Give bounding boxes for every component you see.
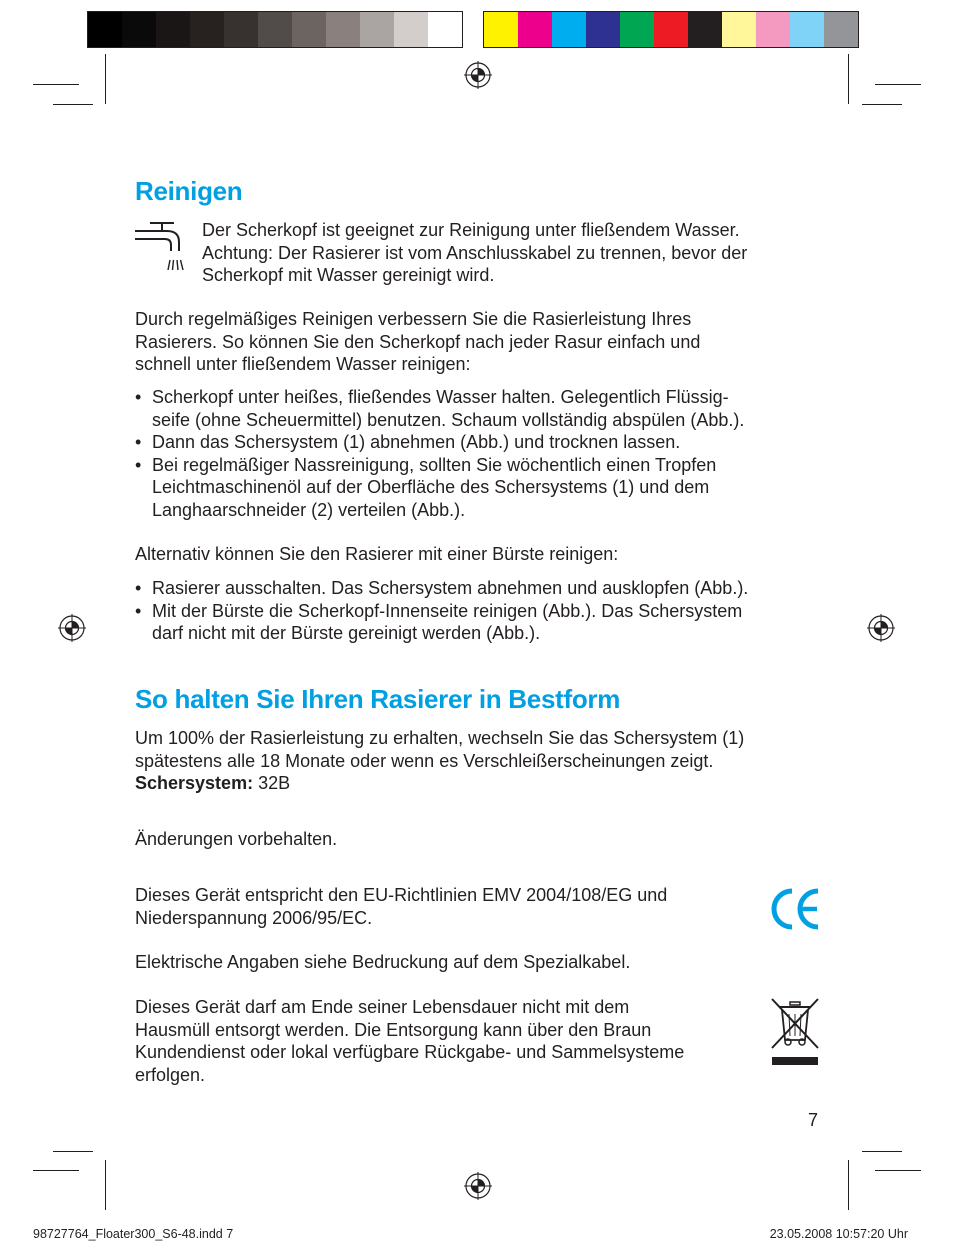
- maintenance-paragraph: Um 100% der Rasierleistung zu erhalten, wechseln Sie das Schersystem (1) spätestens alle 18 Monate oder wenn es Verschleißerscheinungen zeigt. Schersystem: 32B: [135, 728, 745, 793]
- brush-intro: Alternativ können Sie den Rasierer mit einer Bürste reinigen:: [135, 544, 619, 564]
- cleaning-steps-list: [135, 386, 744, 521]
- color-swatch: [292, 12, 326, 47]
- part-value: 32B: [258, 773, 291, 793]
- crop-mark: [875, 84, 921, 85]
- color-swatch: [428, 12, 462, 47]
- change-notice: Änderungen vorbehalten.: [135, 829, 338, 849]
- color-swatch: [88, 12, 122, 47]
- cmyk-color-bar: [483, 11, 859, 48]
- crop-mark: [105, 54, 106, 104]
- disposal-text: Dieses Gerät darf am Ende seiner Lebensdauer nicht mit dem Hausmüll entsorgt werden. Die Entsorgung kann über den Braun Kundendienst oder lokal verfügbare Rückgabe- und Sammelsysteme erfolgen.: [135, 997, 685, 1085]
- color-swatch: [258, 12, 292, 47]
- color-swatch: [518, 12, 552, 47]
- color-swatch: [122, 12, 156, 47]
- registration-mark-icon: [58, 614, 86, 642]
- list-item: • Scherkopf unter heißes, fließendes Wasser halten. Gelegentlich Flüssig- seife (ohne Scheuermittel) benutzen. Schaum vollständig abspülen (Abb.).: [135, 386, 744, 431]
- list-item: • Dann das Schersystem (1) abnehmen (Abb.) und trocknen lassen.: [135, 431, 744, 454]
- color-swatch: [654, 12, 688, 47]
- section-heading-maintenance: So halten Sie Ihren Rasierer in Bestform: [135, 684, 621, 714]
- ce-compliance-text: Dieses Gerät entspricht den EU-Richtlinien EMV 2004/108/EG und Niederspannung 2006/95/EC.: [135, 885, 668, 928]
- color-swatch: [824, 12, 858, 47]
- file-slug: 98727764_Floater300_S6-48.indd 7: [33, 1227, 234, 1241]
- crop-mark: [848, 1160, 849, 1210]
- weee-bin-icon: [768, 996, 822, 1068]
- color-swatch: [156, 12, 190, 47]
- color-swatch: [394, 12, 428, 47]
- cleaning-paragraph: Durch regelmäßiges Reinigen verbessern Sie die Rasierleistung Ihres Rasierers. So können Sie den Scherkopf nach jeder Rasur einfach und schnell unter fließendem Wasser reinigen:: [135, 309, 701, 374]
- tap-water-icon: [133, 220, 191, 274]
- grayscale-color-bar: [87, 11, 463, 48]
- list-item: • Rasierer ausschalten. Das Schersystem abnehmen und ausklopfen (Abb.).: [135, 577, 748, 600]
- crop-mark: [53, 1151, 93, 1152]
- color-swatch: [326, 12, 360, 47]
- crop-mark: [33, 1170, 79, 1171]
- color-swatch: [224, 12, 258, 47]
- part-label: Schersystem:: [135, 773, 254, 793]
- color-swatch: [722, 12, 756, 47]
- registration-mark-icon: [464, 1172, 492, 1200]
- color-swatch: [688, 12, 722, 47]
- color-swatch: [586, 12, 620, 47]
- ce-mark-icon: [768, 886, 822, 932]
- color-swatch: [484, 12, 518, 47]
- crop-mark: [862, 104, 902, 105]
- registration-mark-icon: [464, 61, 492, 89]
- date-slug: 23.05.2008 10:57:20 Uhr: [769, 1227, 908, 1241]
- color-swatch: [620, 12, 654, 47]
- crop-mark: [105, 1160, 106, 1210]
- color-swatch: [552, 12, 586, 47]
- brush-steps-list: [135, 577, 748, 645]
- crop-mark: [848, 54, 849, 104]
- crop-mark: [875, 1170, 921, 1171]
- color-swatch: [360, 12, 394, 47]
- registration-mark-icon: [867, 614, 895, 642]
- crop-mark: [53, 104, 93, 105]
- color-swatch: [756, 12, 790, 47]
- section-heading-cleaning: Reinigen: [135, 176, 243, 206]
- color-swatch: [190, 12, 224, 47]
- page-number: 7: [808, 1110, 819, 1130]
- crop-mark: [33, 84, 79, 85]
- list-item: • Bei regelmäßiger Nassreinigung, sollten Sie wöchentlich einen Tropfen Leichtmaschinenöl auf der Oberfläche des Schersystems (1) und dem Langhaarschneider (2) verteilen (Abb.).: [135, 454, 744, 522]
- electrical-info: Elektrische Angaben siehe Bedruckung auf dem Spezialkabel.: [135, 952, 631, 972]
- color-swatch: [790, 12, 824, 47]
- list-item: • Mit der Bürste die Scherkopf-Innenseite reinigen (Abb.). Das Schersystem darf nicht mit der Bürste gereinigt werden (Abb.).: [135, 600, 748, 645]
- cleaning-intro: Der Scherkopf ist geeignet zur Reinigung unter fließendem Wasser. Achtung: Der Rasierer ist vom Anschlusskabel zu trennen, bevor der Scherkopf mit Wasser gereinigt wird.: [202, 220, 748, 285]
- crop-mark: [862, 1151, 902, 1152]
